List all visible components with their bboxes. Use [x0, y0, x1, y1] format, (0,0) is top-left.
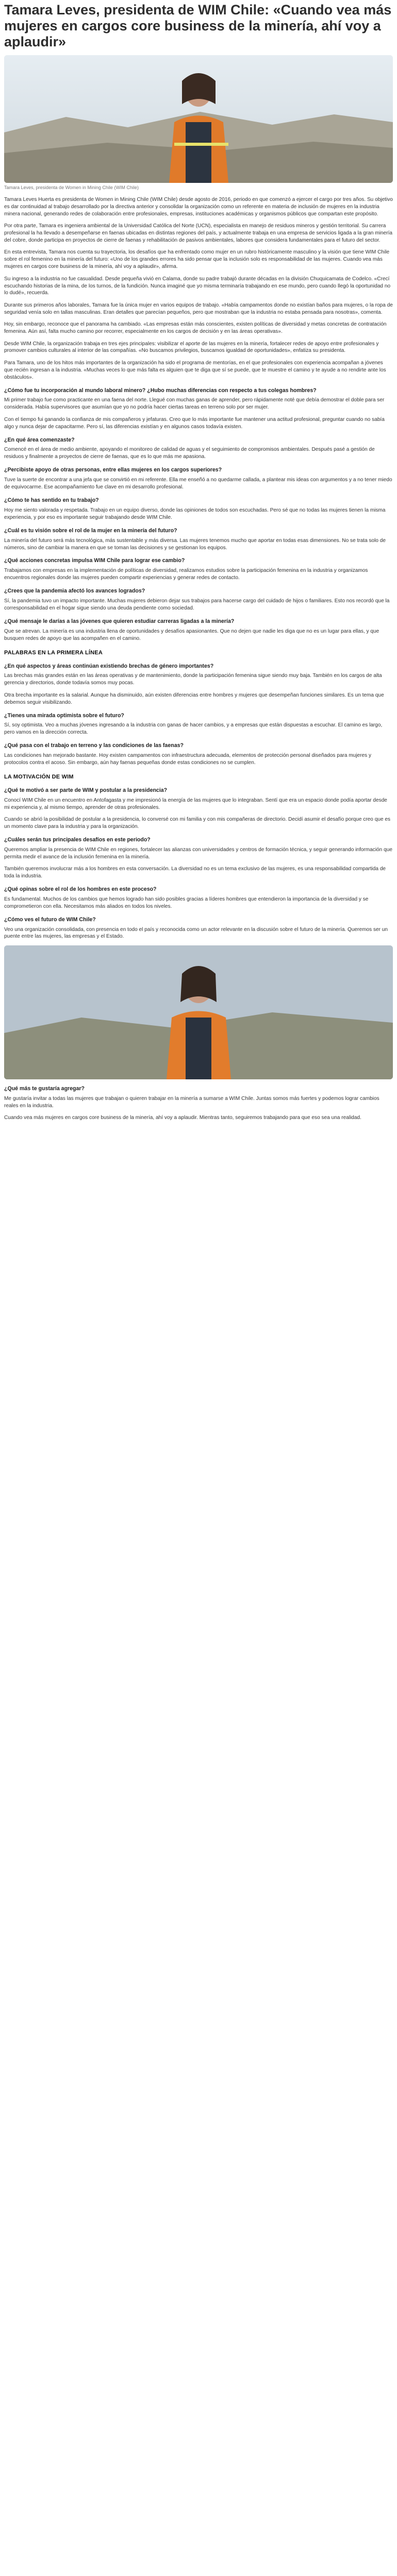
section-heading-primera-linea: PALABRAS EN LA PRIMERA LÍNEA [4, 649, 103, 656]
paragraph: Cuando se abrió la posibilidad de postular a la presidencia, lo conversé con mi familia y con mis compañeras de directorio. Decidí asumir el desafío porque creo que es un momento clave para la industria y para la organización. [4, 817, 391, 829]
portrait-photo [4, 55, 393, 183]
paragraph: Tuve la suerte de encontrar a una jefa que se convirtió en mi referente. Ella me enseñó a no quedarme callada, a plantear mis ideas con argumentos y a no tener miedo de equivocarme. Ese acompañamiento fue clave en mi desarrollo profesional. [4, 477, 392, 490]
question-heading: ¿Cuáles serán tus principales desafíos en este periodo? [4, 836, 151, 843]
article-page [0, 2, 397, 1122]
paragraph: Trabajamos con empresas en la implementación de políticas de diversidad, realizamos estudios sobre la participación femenina en la industria y organizamos encuentros regionales donde las mujeres pueden compartir experiencias y generar redes de contacto. [4, 568, 368, 581]
paragraph: Su ingreso a la industria no fue casualidad. Desde pequeña vivió en Calama, donde su padre trabajó durante décadas en la división Chuquicamata de Codelco. «Crecí escuchando historias de la mina, de los turnos, de la fundición. Nunca imaginé que yo misma terminaría trabajando en ese mundo, pero cuando llegó la oportunidad no lo dudé», recuerda. [4, 276, 391, 296]
question-heading: ¿Tienes una mirada optimista sobre el futuro? [4, 712, 124, 719]
interview-section-3 [4, 787, 393, 941]
paragraph: Me gustaría invitar a todas las mujeres que trabajan o quieren trabajar en la minería a sumarse a WIM Chile. Juntas somos más fuertes y podemos lograr cambios reales en la industria. [4, 1095, 379, 1109]
paragraph: La minería del futuro será más tecnológica, más sustentable y más diversa. Las mujeres tenemos mucho que aportar en todas esas dimensiones. No se trata solo de números, sino de cambiar la manera en que se toman las decisiones y se gestionan los equipos. [4, 537, 386, 551]
question-heading: ¿Qué opinas sobre el rol de los hombres en este proceso? [4, 886, 157, 892]
question-heading: ¿Cuál es tu visión sobre el rol de la mujer en la minería del futuro? [4, 527, 177, 534]
paragraph: Tamara Leves Huerta es presidenta de Women in Mining Chile (WIM Chile) desde agosto de 2016, periodo en que comenzó a ejercer el cargo por tres años. Su objetivo es dar continuidad al trabajo desarrollado por la directiva anterior y consolidar la organización como un referente en materia de inclusión de mujeres en la industria minera nacional, generando redes de colaboración entre profesionales, empresas, instituciones académicas y organismos públicos que compartan este propósito. [4, 197, 393, 217]
paragraph: Para Tamara, uno de los hitos más importantes de la organización ha sido el programa de mentorías, en el que profesionales con experiencia acompañan a jóvenes que recién ingresan a la industria. «Muchas veces lo que más falta es alguien que te diga que sí se puede, que te muestre el camino y te ayude a no rendirte ante los obstáculos». [4, 360, 386, 380]
question-heading: ¿Cómo fue tu incorporación al mundo laboral minero? ¿Hubo muchas diferencias con respecto a tus colegas hombres? [4, 387, 317, 394]
interview-section-1 [4, 387, 393, 642]
paragraph: Sí, la pandemia tuvo un impacto importante. Muchas mujeres debieron dejar sus trabajos para hacerse cargo del cuidado de hijos o familiares. Esto nos recordó que la corresponsabilidad en el hogar sigue siendo una deuda pendiente como sociedad. [4, 598, 390, 611]
interview-section-4 [4, 1086, 393, 1122]
paragraph: Las brechas más grandes están en las áreas operativas y de mantenimiento, donde la participación femenina sigue siendo muy baja. También en los cargos de alta gerencia y directorios, donde todavía somos muy pocas. [4, 673, 382, 686]
paragraph: Mi primer trabajo fue como practicante en una faena del norte. Llegué con muchas ganas de aprender, pero rápidamente noté que debía demostrar el doble para ser considerada. Había supervisores que asumían que yo no podría hacer ciertas tareas en terreno solo por ser mujer. [4, 397, 385, 411]
paragraph: También queremos involucrar más a los hombres en esta conversación. La diversidad no es un tema exclusivo de las mujeres, es una responsabilidad compartida de toda la industria. [4, 866, 386, 879]
paragraph: Cuando vea más mujeres en cargos core business de la minería, ahí voy a aplaudir. Mientras tanto, seguiremos trabajando para que eso sea una realidad. [4, 1115, 361, 1121]
paragraph: Hoy, sin embargo, reconoce que el panorama ha cambiado. «Las empresas están más conscientes, existen políticas de diversidad y metas concretas de contratación femenina. Aún así, falta mucho camino por recorrer, especialmente en los cargos de decisión y en las áreas operativas». [4, 321, 387, 335]
question-heading: ¿Cómo ves el futuro de WIM Chile? [4, 916, 96, 923]
intro-paragraphs [4, 196, 393, 381]
paragraph: Queremos ampliar la presencia de WIM Chile en regiones, fortalecer las alianzas con universidades y centros de formación técnica, y seguir generando información que permita medir el avance de la inclusión femenina en la minería. [4, 846, 392, 860]
paragraph: Durante sus primeros años laborales, Tamara fue la única mujer en varios equipos de trabajo. «Había campamentos donde no existían baños para mujeres, o la ropa de seguridad venía solo en tallas masculinas. Eran detalles que parecían pequeños, pero que mostraban que la industria no estaba pensada para nosotras», comenta. [4, 302, 393, 315]
paragraph: Conocí WIM Chile en un encuentro en Antofagasta y me impresionó la energía de las mujeres que lo integraban. Sentí que era un espacio donde podía aportar desde mi experiencia y, al mismo tiempo, aprender de otras profesionales. [4, 797, 387, 810]
section-heading-motivacion: LA MOTIVACIÓN DE WIM [4, 773, 74, 780]
paragraph: Con el tiempo fui ganando la confianza de mis compañeros y jefaturas. Creo que lo más importante fue mantener una actitud profesional, preguntar cuando no sabía algo y nunca dejar de capacitarme. Pero sí, las diferencias existían y en algunos casos todavía existen. [4, 416, 385, 430]
paragraph: Otra brecha importante es la salarial. Aunque ha disminuido, aún existen diferencias entre hombres y mujeres que desempeñan funciones similares. Es un tema que debemos seguir visibilizando. [4, 692, 384, 705]
question-heading: ¿Crees que la pandemia afectó los avances logrados? [4, 588, 145, 595]
paragraph: Veo una organización consolidada, con presencia en todo el país y reconocida como un actor relevante en la discusión sobre el futuro de la minería. Queremos ser un puente entre las mujeres, las empresas y el Estado. [4, 926, 388, 940]
paragraph: Es fundamental. Muchos de los cambios que hemos logrado han sido posibles gracias a líderes hombres que entendieron la importancia de la diversidad y se comprometieron con ella. Necesitamos más aliados en todos los niveles. [4, 896, 369, 909]
secondary-photo [4, 945, 393, 1079]
question-heading: ¿Qué acciones concretas impulsa WIM Chile para lograr ese cambio? [4, 557, 185, 564]
paragraph: Por otra parte, Tamara es ingeniera ambiental de la Universidad Católica del Norte (UCN), especialista en manejo de residuos mineros y gestión territorial. Su carrera profesional la ha llevado a desempeñarse en faenas ubicadas en distintas regiones del país, y actualmente trabaja en una empresa de servicios ligada a la gran minería del cobre, donde participa en proyectos de cierre de faenas y rehabilitación de pasivos ambientales, labores que considera fundamentales para el futuro del sector. [4, 223, 393, 244]
paragraph: En esta entrevista, Tamara nos cuenta su trayectoria, los desafíos que ha enfrentado como mujer en un rubro históricamente masculino y la visión que tiene WIM Chile sobre el rol femenino en la minería del futuro: «Uno de los grandes errores ha sido pensar que la inclusión solo es responsabilidad de las mujeres. Cuando vea más mujeres en cargos core business de la minería, ahí voy a aplaudir», afirma. [4, 249, 390, 270]
photo-caption: Tamara Leves, presidenta de Women in Mining Chile (WIM Chile) [4, 185, 139, 190]
paragraph: Comencé en el área de medio ambiente, apoyando el monitoreo de calidad de aguas y el seguimiento de compromisos ambientales. Después pasé a gestión de residuos y finalmente a proyectos de cierre de faenas, que es lo que más me apasiona. [4, 447, 375, 460]
question-heading: ¿Qué mensaje le darías a las jóvenes que quieren estudiar carreras ligadas a la minería? [4, 618, 235, 624]
question-heading: ¿Cómo te has sentido en tu trabajo? [4, 497, 99, 503]
question-heading: ¿En qué aspectos y áreas continúan existiendo brechas de género importantes? [4, 663, 214, 669]
question-heading: ¿Qué te motivó a ser parte de WIM y postular a la presidencia? [4, 787, 168, 793]
question-heading: ¿Qué más te gustaría agregar? [4, 1085, 85, 1092]
paragraph: Hoy me siento valorada y respetada. Trabajo en un equipo diverso, donde las opiniones de todos son escuchadas. Pero sé que no todas las mujeres tienen la misma experiencia, y por eso es importante seguir trabajando desde WIM Chile. [4, 507, 386, 520]
paragraph: Desde WIM Chile, la organización trabaja en tres ejes principales: visibilizar el aporte de las mujeres en la minería, fortalecer redes de apoyo entre profesionales y promover cambios culturales al interior de las compañías. «No buscamos privilegios, buscamos igualdad de oportunidades», enfatiza su presidenta. [4, 341, 379, 354]
paragraph: Que se atrevan. La minería es una industria llena de oportunidades y desafíos apasionantes. Que no dejen que nadie les diga que no es un lugar para ellas, y que busquen redes de apoyo que las acompañen en el camino. [4, 628, 379, 641]
paragraph: Sí, soy optimista. Veo a muchas jóvenes ingresando a la industria con ganas de hacer cambios, y a empresas que están dispuestas a escuchar. El camino es largo, pero vamos en la dirección correcta. [4, 722, 383, 736]
question-heading: ¿Qué pasa con el trabajo en terreno y las condiciones de las faenas? [4, 742, 184, 749]
article-title: Tamara Leves, presidenta de WIM Chile: «Cuando vea más mujeres en cargos core business de la minería, ahí voy a aplaudir» [4, 2, 392, 49]
paragraph: Las condiciones han mejorado bastante. Hoy existen campamentos con infraestructura adecuada, elementos de protección personal diseñados para mujeres y protocolos contra el acoso. Sin embargo, aún hay faenas pequeñas donde estas condiciones no se cumplen. [4, 753, 372, 766]
interview-section-2 [4, 663, 393, 767]
question-heading: ¿Percibiste apoyo de otras personas, entre ellas mujeres en los cargos superiores? [4, 467, 222, 473]
article-body [4, 196, 393, 1122]
question-heading: ¿En qué área comenzaste? [4, 436, 75, 443]
